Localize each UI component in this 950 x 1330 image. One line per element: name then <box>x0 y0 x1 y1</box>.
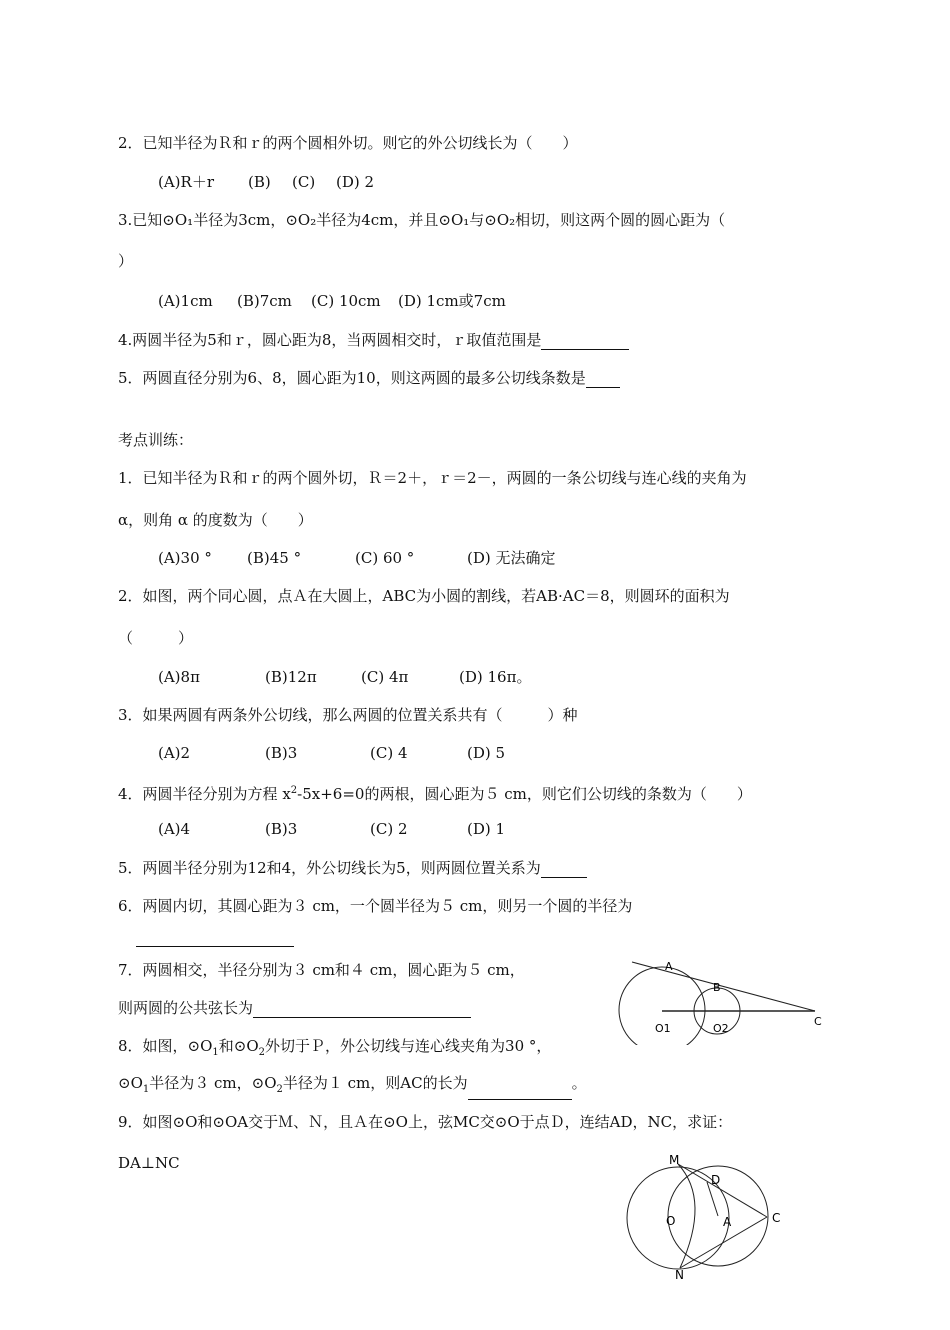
t8-text-b: 和⊙O <box>218 1037 259 1055</box>
q4-text: 4.两圆半径为5和ｒ，圆心距为8，当两圆相交时，ｒ取值范围是 <box>118 331 542 349</box>
t8-sub-1: 1 <box>212 1047 219 1058</box>
fig2-label-d: D <box>711 1173 721 1187</box>
t8-line1 <box>118 1036 551 1063</box>
t2-option-b: (B)12π <box>265 668 317 686</box>
t2-text-cont: （ ） <box>118 629 194 647</box>
q3-text-cont: ） <box>118 252 134 270</box>
q3-option-d: (D) 1cm或7cm <box>398 292 506 310</box>
t4-option-c: (C) 2 <box>370 820 408 838</box>
q4-line <box>118 330 629 350</box>
q2-option-a: (A)R＋r <box>158 173 215 191</box>
q2-option-d: (D) 2 <box>336 173 375 191</box>
fig1-label-b: B <box>713 981 721 994</box>
t7-text-cont: 则两圆的公共弦长为 <box>118 999 254 1017</box>
t9-text: 9．如图⊙O和⊙OA交于Ｍ、Ｎ，且Ａ在⊙O上，弦MC交⊙O于点Ｄ，连结AD，NC，求证： <box>118 1113 733 1131</box>
tangent-line <box>632 962 815 1011</box>
q3-option-a: (A)1cm <box>158 292 213 310</box>
t7-line2 <box>118 998 471 1018</box>
t7-text: 7．两圆相交，半径分别为３ cm和４ cm，圆心距为５ cm， <box>118 961 525 979</box>
t5-line <box>118 858 587 878</box>
t2-option-d: (D) 16π。 <box>459 668 532 686</box>
t8-answer-blank[interactable] <box>468 1083 572 1100</box>
arc-mn <box>678 1164 695 1268</box>
q5-text: 5．两圆直径分别为6、8，圆心距为10，则这两圆的最多公切线条数是 <box>118 369 586 387</box>
t8-line2-end: 。 <box>571 1074 587 1092</box>
fig1-label-o1: O1 <box>655 1022 671 1035</box>
t3-option-d: (D) 5 <box>467 744 506 762</box>
t1-option-a: (A)30 ° <box>158 549 212 567</box>
t7-answer-blank[interactable] <box>253 1001 471 1018</box>
q2-option-c: (C) <box>292 173 316 191</box>
q2-text: 2．已知半径为Ｒ和ｒ的两个圆相外切。则它的外公切线长为（ ） <box>118 134 578 152</box>
t8-text-a: 8．如图，⊙O <box>118 1037 213 1055</box>
fig2-label-a: A <box>723 1215 732 1229</box>
t5-answer-blank[interactable] <box>541 861 587 878</box>
t8-line2-sub-2: 2 <box>276 1084 283 1095</box>
t5-text: 5．两圆半径分别为12和4，外公切线长为5，则两圆位置关系为 <box>118 859 541 877</box>
fig2-label-o: O <box>666 1214 676 1228</box>
fig1-label-c: C <box>814 1015 822 1028</box>
q2-option-b: (B) <box>248 173 271 191</box>
t8-line2-c: 半径为１ cm，则AC的长为 <box>282 1074 468 1092</box>
t8-line2-a: ⊙O <box>118 1074 143 1092</box>
fig1-label-o2: O2 <box>713 1022 729 1035</box>
t8-line2-b: 半径为３ cm，⊙O <box>149 1074 277 1092</box>
t2-option-c: (C) 4π <box>361 668 409 686</box>
t3-option-b: (B)3 <box>265 744 298 762</box>
fig2-label-m: M <box>669 1153 680 1167</box>
q3-text: 3.已知⊙O₁半径为3cm，⊙O₂半径为4cm，并且⊙O₁与⊙O₂相切，则这两个圆的圆心距为（ <box>118 211 726 229</box>
figure-intersecting-circles <box>615 1150 800 1280</box>
q5-answer-blank[interactable] <box>586 371 620 388</box>
figure-tangent-circles <box>610 955 835 1045</box>
t6-text: 6．两圆内切，其圆心距为３ cm，一个圆半径为５ cm，则另一个圆的半径为 <box>118 897 633 915</box>
t4-text-b: -5x+6=0的两根，圆心距为５ cm，则它们公切线的条数为（ ） <box>297 785 752 803</box>
section-title: 考点训练： <box>118 431 194 449</box>
t3-option-c: (C) 4 <box>370 744 408 762</box>
t2-option-a: (A)8π <box>158 668 200 686</box>
q3-option-b: (B)7cm <box>237 292 292 310</box>
t2-text: 2．如图，两个同心圆，点Ａ在大圆上，ABC为小圆的割线，若AB·AC＝8，则圆环的面积为 <box>118 587 730 605</box>
chord-mc <box>678 1164 767 1217</box>
t4-text-a: 4．两圆半径分别为方程 x <box>118 785 291 803</box>
t8-line2 <box>118 1073 587 1100</box>
t8-sub-2: 2 <box>258 1047 266 1058</box>
t1-text: 1．已知半径为Ｒ和ｒ的两个圆外切，Ｒ＝2＋，ｒ＝2－，两圆的一条公切线与连心线的夹角为 <box>118 469 747 487</box>
q5-line <box>118 368 620 388</box>
t3-option-a: (A)2 <box>158 744 191 762</box>
t6-answer-blank[interactable] <box>136 930 294 947</box>
t1-text-cont: α，则角 α 的度数为（ ） <box>118 511 313 529</box>
t4-line <box>118 781 752 804</box>
t1-option-d: (D) 无法确定 <box>467 549 556 567</box>
t4-option-d: (D) 1 <box>467 820 506 838</box>
t4-option-a: (A)4 <box>158 820 191 838</box>
q3-option-c: (C) 10cm <box>311 292 381 310</box>
t1-option-b: (B)45 ° <box>247 549 302 567</box>
q4-answer-blank[interactable] <box>541 333 629 350</box>
t8-line2-sub-1: 1 <box>142 1084 150 1095</box>
t3-text: 3．如果两圆有两条外公切线，那么两圆的位置关系共有（ ）种 <box>118 706 578 724</box>
t1-option-c: (C) 60 ° <box>355 549 415 567</box>
t4-option-b: (B)3 <box>265 820 298 838</box>
fig2-label-c: C <box>772 1211 781 1225</box>
t9-text-cont: DA⊥NC <box>118 1154 180 1172</box>
fig1-label-a: A <box>665 960 673 973</box>
fig2-label-n: N <box>675 1268 684 1280</box>
t8-text-c: 外切于Ｐ，外公切线与连心线夹角为30 °， <box>265 1037 552 1055</box>
t4-superscript: 2 <box>290 785 298 796</box>
